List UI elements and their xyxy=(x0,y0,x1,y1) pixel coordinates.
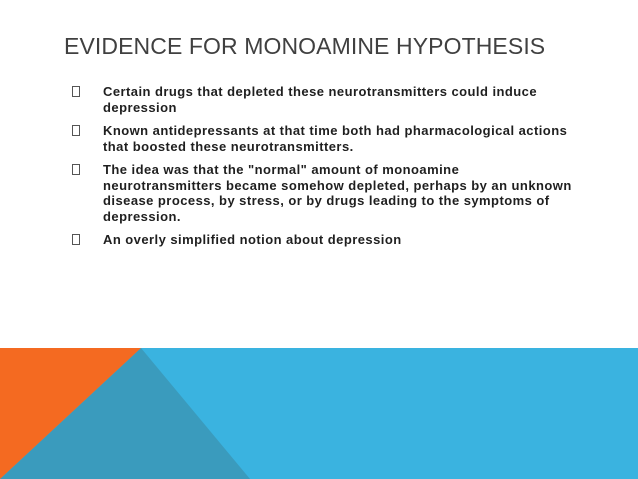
bullet-text: The idea was that the "normal" amount of monoamine neurotransmitters became somehow depleted, perhaps by an unknown disease process, by stress, or by drugs leading to the symptoms of depression. xyxy=(103,162,572,224)
bullet-text: Certain drugs that depleted these neurotransmitters could induce depression xyxy=(103,84,538,115)
bullet-box-icon xyxy=(72,123,103,136)
bullet-item xyxy=(72,162,582,224)
bullet-box-icon xyxy=(72,232,103,245)
decorative-banner xyxy=(0,348,638,479)
bullet-item xyxy=(72,123,582,154)
bullet-list xyxy=(72,84,582,256)
bullet-item xyxy=(72,232,582,248)
bullet-box-icon xyxy=(72,162,103,175)
bullet-text: Known antidepressants at that time both had pharmacological actions that boosted these neurotransmitters. xyxy=(103,123,568,154)
slide-title: EVIDENCE FOR MONOAMINE HYPOTHESIS xyxy=(64,33,546,59)
bullet-text: An overly simplified notion about depression xyxy=(103,232,402,247)
bullet-item xyxy=(72,84,582,115)
bullet-box-icon xyxy=(72,84,103,97)
